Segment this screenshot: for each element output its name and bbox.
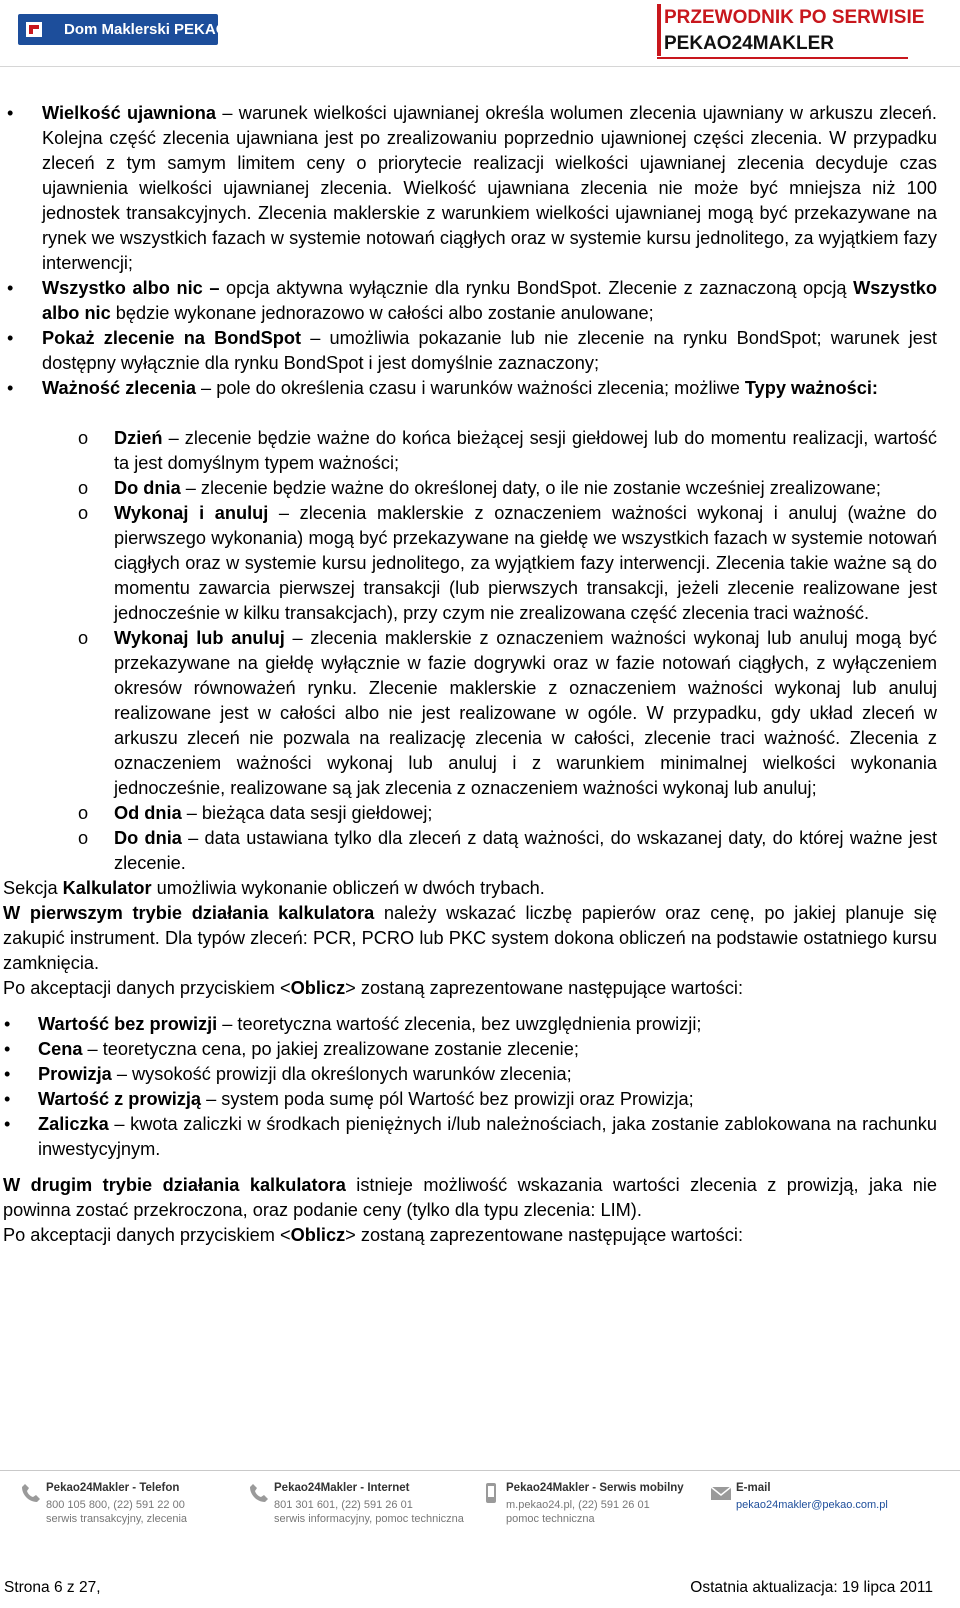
calculator-mode-1 [0, 901, 960, 976]
item-term: Wykonaj i anuluj [114, 503, 269, 523]
item-text: – wysokość prowizji dla określonych warunków zlecenia; [111, 1064, 572, 1084]
item-term: Wykonaj lub anuluj [114, 628, 285, 648]
guide-underline [657, 57, 908, 59]
text-span: > zostaną zaprezentowane następujące wartości: [345, 1225, 744, 1245]
item-text: – pole do określenia czasu i warunków ważności zlecenia; możliwe [195, 378, 745, 398]
last-updated: Ostatnia aktualizacja: 19 lipca 2011 [690, 1579, 933, 1596]
list-item [38, 1037, 937, 1062]
item-text: – bieżąca data sesji giełdowej; [181, 803, 433, 823]
item-term: Od dnia [114, 803, 182, 823]
contact-line: serwis transakcyjny, zlecenia [46, 1513, 188, 1525]
phone-icon [248, 1482, 270, 1504]
item-term: Prowizja [38, 1064, 112, 1084]
list-item [42, 376, 937, 876]
item-term: Zaliczka [38, 1114, 109, 1134]
pekao-logo-icon [26, 22, 42, 37]
contact-line: 801 301 601, (22) 591 26 01 [274, 1499, 413, 1511]
list-item [38, 1062, 937, 1087]
page-number: Strona 6 z 27, [4, 1579, 101, 1596]
list-item [114, 801, 937, 826]
item-text: – kwota zaliczki w środkach pieniężnych i/lub należnościach, jaka zostanie zablokowana na rachunku inwestycyjnym. [38, 1114, 937, 1159]
item-term: Ważność zlecenia [42, 378, 196, 398]
contact-internet[interactable] [248, 1480, 478, 1540]
item-text: – umożliwia pokazanie lub nie zlecenie na rynku BondSpot; warunek jest dostępny wyłącznie dla rynku BondSpot i jest domyślnie zaznaczony; [42, 328, 937, 373]
item-text: – zlecenie będzie ważne do końca bieżącej sesji giełdowej lub do momentu realizacji, wartość ta jest domyślnym typem ważności; [114, 428, 937, 473]
list-item [114, 426, 937, 476]
contact-email[interactable] [710, 1480, 940, 1540]
list-item [114, 826, 937, 876]
contact-phone[interactable] [20, 1480, 250, 1540]
text-span: Sekcja [3, 878, 63, 898]
item-text: – teoretyczna cena, po jakiej zrealizowane zostanie zlecenie; [82, 1039, 579, 1059]
envelope-icon [710, 1482, 732, 1504]
contact-title: Pekao24Makler - Serwis mobilny [506, 1482, 684, 1494]
text-span: umożliwia wykonanie obliczeń w dwóch trybach. [151, 878, 545, 898]
item-term: Do dnia [114, 478, 181, 498]
order-conditions-list [0, 101, 960, 876]
item-term: Dzień [114, 428, 163, 448]
item-text: – data ustawiana tylko dla zleceń z datą ważności, do wskazanej daty, do której ważne jest zlecenie. [114, 828, 937, 873]
text-span: należy wskazać liczbę papierów oraz cenę, po jakiej planuje się zakupić instrument. Dla typów zleceń: PCR, PCRO lub PKC system dokona obliczeń na podstawie ostatniego kursu zamknięcia. [3, 903, 937, 973]
page-header [0, 0, 960, 66]
list-item [38, 1112, 937, 1162]
text-bold: Oblicz [290, 1225, 346, 1245]
item-text: – warunek wielkości ujawnianej określa wolumen zlecenia ujawniany w arkuszu zleceń. Kolejna część zlecenia ujawniana jest po zrealizowaniu poprzednio ujawnionej części zlecenia. W przypadku zleceń z tym samym limitem ceny o priorytecie realizacji wielkości ujawnianej zlecenia decyduje czas ujawnienia wielkości ujawnianej zlecenia. Wielkość ujawniana zlecenia nie może być mniejsza niż 100 jednostek transakcyjnych. Zlecenia maklerskie z warunkiem wielkości ujawnianej mogą być przekazywane na rynek we wszystkich fazach w systemie notowań ciągłych oraz w systemie kursu jednolitego, za wyjątkiem fazy interwencji; [42, 103, 937, 273]
list-item [42, 326, 937, 376]
item-term: Wszystko albo nic [42, 278, 937, 323]
calculator-mode-2 [0, 1173, 960, 1223]
item-term: Pokaż zlecenie na BondSpot [42, 328, 302, 348]
document-body [0, 101, 960, 1248]
email-link[interactable]: pekao24makler@pekao.com.pl [736, 1499, 888, 1511]
item-text: – zlecenia maklerskie z oznaczeniem ważności wykonaj i anuluj (ważne do pierwszego wykonania) mogą być przekazywane na giełdę we wszystkich fazach w systemie notowań ciągłych oraz w systemie kursu jednolitego, za wyjątkiem fazy interwencji. Zlecenia takie ważne są do momentu zawarcia pierwszej transakcji (lub pierwszych transakcji, jeżeli zlecenie realizowane jest jednocześnie w kilku transakcjach), przy czym nie zrealizowana część zlecenia traci ważność. [114, 503, 937, 623]
contact-line: serwis informacyjny, pomoc techniczna [274, 1513, 464, 1525]
logo-text: Dom Maklerski PEKAO [64, 21, 228, 38]
item-term: Do dnia [114, 828, 182, 848]
contact-line: pomoc techniczna [506, 1513, 595, 1525]
contact-line: m.pekao24.pl, (22) 591 26 01 [506, 1499, 650, 1511]
guide-title: PRZEWODNIK PO SERWISIE [664, 7, 925, 28]
contact-title: Pekao24Makler - Internet [274, 1482, 410, 1494]
list-item [42, 276, 937, 326]
text-bold: Kalkulator [62, 878, 152, 898]
item-text: – zlecenia maklerskie z oznaczeniem ważności wykonaj lub anuluj mogą być przekazywane na giełdę wyłącznie w fazie dogrywki oraz w fazie notowań ciągłych, z wyłączeniem okresów równoważeń rynku. Zlecenie maklerskie z oznaczeniem ważności wykonaj lub anuluj realizowane jest w całości albo nie jest realizowane w ogóle. W przypadku, gdy układ zleceń w arkuszu zleceń nie pozwala na realizację zlecenia w całości, zlecenie traci ważność. Zlecenia z oznaczeniem ważności wykonaj lub anuluj i z warunkiem minimalnej wielkości wykonania jednocześnie, realizowane są jak zlecenia z oznaczeniem ważności wykonaj lub anuluj; [114, 628, 938, 798]
calculator-results-list [0, 1012, 960, 1162]
item-text: – teoretyczna wartość zlecenia, bez uwzględnienia prowizji; [217, 1014, 702, 1034]
contact-line: 800 105 800, (22) 591 22 00 [46, 1499, 185, 1511]
list-item [114, 476, 937, 501]
text-span: Po akceptacji danych przyciskiem < [3, 1225, 291, 1245]
pekao-logo[interactable] [18, 14, 228, 45]
footer-divider [0, 1470, 960, 1471]
item-term: Cena [38, 1039, 83, 1059]
list-item [42, 101, 937, 276]
results-intro-2 [0, 1223, 960, 1248]
contact-mobile[interactable] [480, 1480, 710, 1540]
item-term: Wszystko albo nic – [42, 278, 220, 298]
list-item [38, 1012, 937, 1037]
item-text: – system poda sumę pól Wartość bez prowizji oraz Prowizja; [201, 1089, 694, 1109]
text-span: istnieje możliwość wskazania wartości zlecenia z prowizją, jaka nie powinna zostać przekroczona, oraz podanie ceny (tylko dla typu zlecenia: LIM). [3, 1175, 938, 1220]
contact-title: E-mail [736, 1482, 771, 1494]
item-text: – zlecenie będzie ważne do określonej daty, o ile nie zostanie wcześniej zrealizowane; [180, 478, 881, 498]
list-item [38, 1087, 937, 1112]
guide-subtitle: PEKAO24MAKLER [664, 33, 834, 54]
contact-title: Pekao24Makler - Telefon [46, 1482, 180, 1494]
header-divider [0, 66, 960, 67]
item-text: opcja aktywna wyłącznie dla rynku BondSpot. Zlecenie z zaznaczoną opcją [219, 278, 854, 298]
text-span: Po akceptacji danych przyciskiem < [3, 978, 291, 998]
results-intro-1 [0, 976, 960, 1001]
text-bold: W pierwszym trybie działania kalkulatora [3, 903, 375, 923]
text-bold: Oblicz [290, 978, 346, 998]
item-term: Wielkość ujawniona [42, 103, 216, 123]
guide-accent-bar [657, 4, 661, 56]
list-item [114, 501, 937, 626]
mobile-phone-icon [480, 1482, 502, 1504]
contact-footer [0, 1470, 960, 1542]
item-term: Wartość z prowizją [38, 1089, 202, 1109]
text-span: > zostaną zaprezentowane następujące wartości: [345, 978, 744, 998]
item-term: Typy ważności: [744, 378, 878, 398]
text-bold: W drugim trybie działania kalkulatora [3, 1175, 346, 1195]
list-item [114, 626, 937, 801]
phone-icon [20, 1482, 42, 1504]
validity-types-list [0, 426, 960, 876]
item-term: Wartość bez prowizji [38, 1014, 218, 1034]
calculator-intro [0, 876, 960, 901]
item-text: będzie wykonane jednorazowo w całości albo zostanie anulowane; [110, 303, 654, 323]
